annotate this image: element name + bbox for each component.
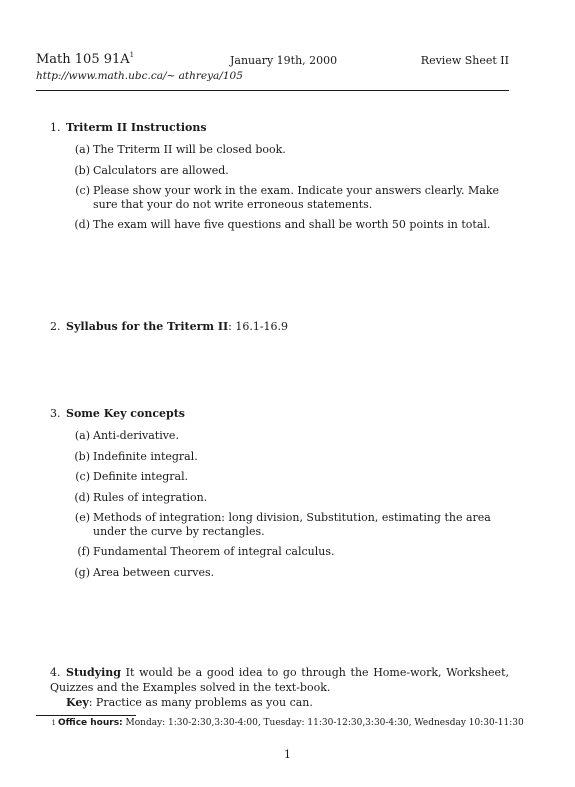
studying-paragraph	[50, 665, 509, 695]
item-label: (f)	[77, 545, 90, 558]
course-title: Math 105 $91A^1$	[36, 51, 135, 67]
item-label: (c)	[75, 470, 90, 483]
list-item	[68, 491, 509, 505]
header-row	[36, 52, 509, 70]
item-label: (e)	[74, 511, 90, 524]
list-item	[68, 143, 509, 157]
list-item	[68, 184, 509, 211]
syllabus-range: : 16.1-16.9	[228, 320, 289, 333]
page-header	[36, 52, 509, 92]
footnote-mark: 1	[51, 719, 56, 727]
section-title: Some Key concepts	[66, 407, 185, 420]
footnote-text: Monday: 1:30-2:30,3:30-4:00, Tuesday: 11:30-12:30,3:30-4:30, Wednesday 10:30-11:30	[122, 718, 524, 728]
section-number: 1.	[50, 121, 61, 134]
item-label: (a)	[74, 143, 90, 156]
list-item	[68, 470, 509, 484]
section-heading	[50, 320, 509, 334]
footnote-marker: 1	[129, 51, 135, 59]
item-text: Area between curves.	[93, 565, 215, 579]
section-triterm-instructions	[50, 121, 509, 239]
section-heading	[50, 121, 509, 135]
header-rule	[36, 90, 509, 91]
item-label: (d)	[74, 218, 90, 231]
section-heading	[50, 407, 509, 421]
item-text: Indefinite integral.	[93, 449, 198, 463]
section-title: Studying	[66, 666, 121, 679]
footnote-label: Office hours:	[58, 718, 123, 728]
item-label: (d)	[74, 490, 90, 504]
item-label: (b)	[74, 163, 90, 177]
item-text: The exam will have five questions and shall be worth 50 points in total.	[93, 218, 491, 231]
list-item	[68, 164, 509, 178]
header-date: January 19th, 2000	[230, 54, 338, 67]
instruction-list	[68, 143, 509, 232]
item-label: (a)	[74, 429, 90, 442]
list-item	[68, 545, 509, 559]
key-label: Key	[66, 696, 89, 709]
page-number: 1	[284, 748, 291, 761]
concept-list	[68, 429, 509, 579]
item-text: The Triterm II will be closed book.	[93, 143, 286, 156]
section-number: 3.	[50, 407, 61, 420]
header-sheet-title: Review Sheet II	[420, 54, 509, 67]
list-item	[68, 511, 509, 538]
key-text: : Practice as many problems as you can.	[88, 696, 313, 709]
item-text: Definite integral.	[93, 470, 189, 483]
list-item	[68, 450, 509, 464]
item-label: (b)	[74, 449, 90, 463]
footnote-rule	[36, 715, 136, 716]
list-item	[68, 566, 509, 580]
item-label: (g)	[74, 565, 90, 579]
course-url: http://www.math.ubc.ca/∼ athreya/105	[36, 70, 243, 82]
section-title: Triterm II Instructions	[66, 121, 207, 134]
section-number: 4.	[50, 666, 61, 679]
footnote-office-hours	[36, 717, 524, 729]
section-title: Syllabus for the Triterm II	[66, 320, 229, 333]
item-text: Please show your work in the exam. Indicate your answers clearly. Make sure that your do not write erroneous statements.	[93, 184, 500, 211]
item-label: (c)	[75, 184, 90, 197]
item-text: Calculators are allowed.	[93, 163, 229, 177]
item-text: Fundamental Theorem of integral calculus.	[93, 545, 335, 558]
section-studying	[50, 665, 509, 710]
section-syllabus	[50, 320, 509, 334]
section-key-concepts	[50, 407, 509, 586]
studying-text: It would be a good idea to go through the Home-work, Worksheet, Quizzes and the Examples solved in the text-book.	[50, 666, 509, 694]
item-text: Methods of integration: long division, Substitution, estimating the area under the curve by rectangles.	[93, 511, 491, 538]
item-text: Anti-derivative.	[93, 429, 179, 442]
item-text: Rules of integration.	[93, 490, 208, 504]
list-item	[68, 429, 509, 443]
key-line	[50, 695, 509, 710]
section-number: 2.	[50, 320, 61, 333]
list-item	[68, 218, 509, 232]
